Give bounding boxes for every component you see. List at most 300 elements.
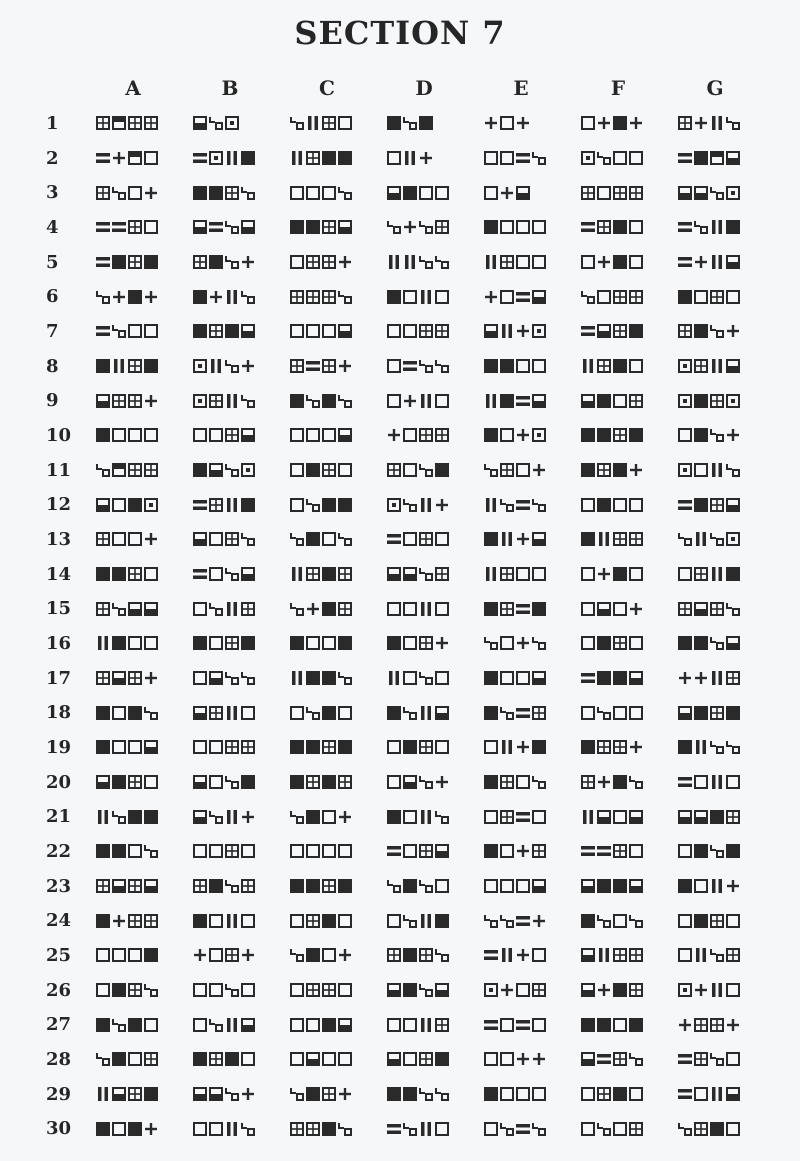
row-number: 12 [46, 494, 72, 516]
vertical-bars-icon [710, 255, 724, 269]
code-cell [290, 175, 387, 210]
bottom-bar-square-icon [403, 567, 417, 581]
quad-square-icon [306, 983, 320, 997]
equals-bars-icon [516, 810, 530, 824]
quad-square-icon [306, 775, 320, 789]
solid-square-icon [338, 636, 352, 650]
code-cell [387, 626, 484, 661]
empty-square-icon [290, 706, 304, 720]
symbol-sequence [387, 531, 484, 547]
empty-square-icon [322, 844, 336, 858]
code-cell [290, 695, 387, 730]
hook-square-icon [710, 740, 724, 754]
symbol-sequence [387, 393, 484, 409]
plus-sign-icon [597, 567, 611, 581]
empty-square-icon [516, 671, 530, 685]
bottom-bar-square-icon [144, 740, 158, 754]
quad-square-icon [128, 116, 142, 130]
table-row [40, 938, 775, 973]
symbol-sequence [678, 878, 775, 894]
symbol-sequence [581, 1086, 678, 1102]
symbol-sequence [290, 462, 387, 478]
dot-square-icon [387, 498, 401, 512]
empty-square-icon [532, 220, 546, 234]
bottom-bar-square-icon [112, 1087, 126, 1101]
code-cell [387, 175, 484, 210]
solid-square-icon [322, 498, 336, 512]
plus-sign-icon [403, 220, 417, 234]
symbol-sequence [290, 219, 387, 235]
dot-square-icon [532, 428, 546, 442]
symbol-sequence [96, 254, 193, 270]
symbol-sequence [678, 635, 775, 651]
empty-square-icon [112, 740, 126, 754]
solid-square-icon [484, 532, 498, 546]
empty-square-icon [144, 636, 158, 650]
empty-square-icon [629, 359, 643, 373]
dot-square-icon [225, 116, 239, 130]
symbol-sequence [581, 427, 678, 443]
table-row [40, 869, 775, 904]
symbol-sequence [96, 843, 193, 859]
quad-square-icon [387, 948, 401, 962]
code-cell [290, 141, 387, 176]
hook-square-icon [403, 706, 417, 720]
code-cell [290, 973, 387, 1008]
code-cell [581, 1111, 678, 1146]
empty-square-icon [694, 463, 708, 477]
code-cell [581, 626, 678, 661]
empty-square-icon [435, 532, 449, 546]
symbol-sequence [484, 254, 581, 270]
plus-sign-icon [241, 948, 255, 962]
symbol-sequence [96, 947, 193, 963]
empty-square-icon [629, 706, 643, 720]
empty-square-icon [516, 359, 530, 373]
hook-square-icon [209, 602, 223, 616]
symbol-sequence [193, 115, 290, 131]
code-cell [193, 383, 290, 418]
code-cell [581, 349, 678, 384]
solid-square-icon [241, 151, 255, 165]
quad-square-icon [629, 1122, 643, 1136]
empty-square-icon [403, 428, 417, 442]
bottom-bar-square-icon [241, 567, 255, 581]
code-cell [193, 1042, 290, 1077]
solid-square-icon [403, 879, 417, 893]
empty-square-icon [112, 1122, 126, 1136]
plus-sign-icon [484, 116, 498, 130]
quad-square-icon [193, 879, 207, 893]
equals-bars-icon [484, 948, 498, 962]
hook-square-icon [144, 983, 158, 997]
hook-square-icon [629, 1052, 643, 1066]
solid-square-icon [694, 914, 708, 928]
plus-sign-icon [629, 463, 643, 477]
symbol-sequence [290, 150, 387, 166]
empty-square-icon [581, 255, 595, 269]
row-number: 15 [46, 598, 72, 620]
symbol-sequence [581, 774, 678, 790]
table-row [40, 1042, 775, 1077]
equals-bars-icon [516, 914, 530, 928]
code-cell [290, 314, 387, 349]
symbol-sequence [387, 115, 484, 131]
solid-square-icon [678, 879, 692, 893]
symbol-sequence [96, 393, 193, 409]
hook-square-icon [678, 532, 692, 546]
code-cell [581, 383, 678, 418]
bottom-bar-square-icon [597, 810, 611, 824]
hook-square-icon [532, 775, 546, 789]
symbol-sequence [678, 462, 775, 478]
vertical-bars-icon [581, 359, 595, 373]
code-cell [484, 799, 581, 834]
code-cell [387, 903, 484, 938]
vertical-bars-icon [387, 255, 401, 269]
empty-square-icon [581, 706, 595, 720]
empty-square-icon [403, 1052, 417, 1066]
code-cell [290, 1007, 387, 1042]
solid-square-icon [322, 394, 336, 408]
code-cell [290, 453, 387, 488]
code-cell [387, 106, 484, 141]
empty-square-icon [338, 116, 352, 130]
code-cell [678, 210, 775, 245]
symbol-sequence [484, 1121, 581, 1137]
plus-sign-icon [241, 359, 255, 373]
empty-square-icon [500, 879, 514, 893]
code-cell [581, 418, 678, 453]
symbol-sequence [193, 670, 290, 686]
symbol-sequence [678, 947, 775, 963]
symbol-sequence [581, 913, 678, 929]
code-cell [290, 938, 387, 973]
empty-square-icon [678, 428, 692, 442]
code-cell [96, 799, 193, 834]
bottom-bar-square-icon [678, 810, 692, 824]
solid-square-icon [338, 151, 352, 165]
quad-square-icon [710, 602, 724, 616]
plus-sign-icon [516, 740, 530, 754]
hook-square-icon [710, 1052, 724, 1066]
empty-square-icon [209, 775, 223, 789]
equals-bars-icon [484, 1018, 498, 1032]
row-number: 1 [46, 112, 59, 134]
hook-square-icon [419, 879, 433, 893]
solid-square-icon [306, 463, 320, 477]
equals-bars-icon [678, 1087, 692, 1101]
quad-square-icon [128, 775, 142, 789]
symbol-sequence [387, 878, 484, 894]
hook-square-icon [419, 359, 433, 373]
bottom-bar-square-icon [581, 394, 595, 408]
symbol-sequence [484, 531, 581, 547]
column-label: B [221, 76, 239, 100]
empty-square-icon [500, 1087, 514, 1101]
plus-sign-icon [532, 914, 546, 928]
quad-square-icon [532, 844, 546, 858]
empty-square-icon [322, 532, 336, 546]
solid-square-icon [338, 498, 352, 512]
symbol-sequence [387, 462, 484, 478]
empty-square-icon [290, 1052, 304, 1066]
top-bar-square-icon [112, 463, 126, 477]
plus-sign-icon [306, 602, 320, 616]
code-cell [193, 210, 290, 245]
plus-sign-icon [597, 255, 611, 269]
hook-square-icon [678, 1122, 692, 1136]
symbol-sequence [290, 1121, 387, 1137]
symbol-sequence [387, 1017, 484, 1033]
hook-square-icon [726, 463, 740, 477]
plus-sign-icon [241, 1087, 255, 1101]
equals-bars-icon [678, 255, 692, 269]
plus-sign-icon [597, 116, 611, 130]
quad-square-icon [209, 498, 223, 512]
vertical-bars-icon [306, 116, 320, 130]
dot-square-icon [193, 359, 207, 373]
empty-square-icon [128, 740, 142, 754]
symbol-sequence [581, 739, 678, 755]
code-cell [484, 661, 581, 696]
solid-square-icon [484, 775, 498, 789]
empty-square-icon [128, 636, 142, 650]
plus-sign-icon [144, 532, 158, 546]
hook-square-icon [225, 463, 239, 477]
quad-square-icon [209, 324, 223, 338]
symbol-sequence [96, 913, 193, 929]
hook-square-icon [225, 255, 239, 269]
code-cell [290, 383, 387, 418]
empty-square-icon [581, 567, 595, 581]
empty-square-icon [726, 775, 740, 789]
empty-square-icon [322, 1052, 336, 1066]
symbol-sequence [678, 1121, 775, 1137]
code-cell [678, 383, 775, 418]
empty-square-icon [678, 567, 692, 581]
symbol-sequence [193, 913, 290, 929]
symbol-sequence [290, 497, 387, 513]
empty-square-icon [290, 498, 304, 512]
bottom-bar-square-icon [726, 255, 740, 269]
plus-sign-icon [516, 948, 530, 962]
hook-square-icon [338, 290, 352, 304]
section-title: SECTION 7 [294, 14, 506, 52]
dot-square-icon [193, 394, 207, 408]
row-number: 10 [46, 424, 72, 446]
quad-square-icon [209, 1052, 223, 1066]
equals-bars-icon [678, 1052, 692, 1066]
bottom-bar-square-icon [144, 602, 158, 616]
empty-square-icon [306, 1018, 320, 1032]
empty-square-icon [209, 914, 223, 928]
code-cell [581, 210, 678, 245]
hook-square-icon [484, 463, 498, 477]
solid-square-icon [694, 324, 708, 338]
code-cell [193, 834, 290, 869]
solid-square-icon [726, 220, 740, 234]
empty-square-icon [322, 186, 336, 200]
code-cell [193, 175, 290, 210]
symbol-sequence [387, 1051, 484, 1067]
solid-square-icon [419, 116, 433, 130]
empty-square-icon [338, 706, 352, 720]
symbol-sequence [96, 150, 193, 166]
quad-square-icon [613, 1052, 627, 1066]
hook-square-icon [225, 775, 239, 789]
symbol-sequence [678, 497, 775, 513]
code-cell [96, 695, 193, 730]
empty-square-icon [694, 775, 708, 789]
symbol-sequence [678, 531, 775, 547]
vertical-bars-icon [209, 359, 223, 373]
hook-square-icon [225, 1087, 239, 1101]
vertical-bars-icon [419, 498, 433, 512]
empty-square-icon [193, 1122, 207, 1136]
symbol-sequence [290, 982, 387, 998]
empty-square-icon [144, 567, 158, 581]
quad-square-icon [322, 463, 336, 477]
bottom-bar-square-icon [629, 671, 643, 685]
bottom-bar-square-icon [435, 983, 449, 997]
empty-square-icon [96, 983, 110, 997]
code-cell [581, 279, 678, 314]
hook-square-icon [225, 671, 239, 685]
dot-square-icon [484, 983, 498, 997]
row-number: 21 [46, 806, 72, 828]
vertical-bars-icon [225, 394, 239, 408]
vertical-bars-icon [112, 359, 126, 373]
quad-square-icon [322, 740, 336, 754]
solid-square-icon [678, 290, 692, 304]
table-row [40, 799, 775, 834]
symbol-sequence [581, 497, 678, 513]
quad-square-icon [96, 602, 110, 616]
dot-square-icon [726, 186, 740, 200]
quad-square-icon [322, 255, 336, 269]
empty-square-icon [613, 394, 627, 408]
solid-square-icon [128, 1018, 142, 1032]
empty-square-icon [484, 1122, 498, 1136]
solid-square-icon [613, 116, 627, 130]
symbol-sequence [484, 843, 581, 859]
symbol-sequence [96, 497, 193, 513]
solid-square-icon [694, 428, 708, 442]
equals-bars-icon [193, 567, 207, 581]
quad-square-icon [419, 948, 433, 962]
hook-square-icon [403, 498, 417, 512]
symbol-sequence [678, 913, 775, 929]
symbol-sequence [678, 289, 775, 305]
solid-square-icon [484, 844, 498, 858]
hook-square-icon [419, 463, 433, 477]
hook-square-icon [532, 498, 546, 512]
hook-square-icon [484, 636, 498, 650]
code-cell [290, 730, 387, 765]
empty-square-icon [322, 810, 336, 824]
symbol-sequence [96, 739, 193, 755]
solid-square-icon [613, 255, 627, 269]
solid-square-icon [112, 636, 126, 650]
symbol-sequence [290, 843, 387, 859]
dot-square-icon [532, 324, 546, 338]
empty-square-icon [387, 914, 401, 928]
code-cell [193, 903, 290, 938]
symbol-sequence [678, 739, 775, 755]
hook-square-icon [435, 948, 449, 962]
plus-sign-icon [516, 116, 530, 130]
empty-square-icon [338, 1052, 352, 1066]
bottom-bar-square-icon [144, 879, 158, 893]
code-cell [678, 1042, 775, 1077]
hook-square-icon [419, 775, 433, 789]
solid-square-icon [322, 1122, 336, 1136]
bottom-bar-square-icon [435, 844, 449, 858]
symbol-sequence [193, 809, 290, 825]
vertical-bars-icon [419, 810, 433, 824]
empty-square-icon [306, 324, 320, 338]
top-bar-square-icon [710, 151, 724, 165]
code-cell [387, 938, 484, 973]
bottom-bar-square-icon [387, 1052, 401, 1066]
empty-square-icon [435, 602, 449, 616]
solid-square-icon [581, 1018, 595, 1032]
hook-square-icon [726, 602, 740, 616]
solid-square-icon [144, 1087, 158, 1101]
quad-square-icon [144, 1052, 158, 1066]
hook-square-icon [338, 1122, 352, 1136]
solid-square-icon [597, 428, 611, 442]
dot-square-icon [144, 498, 158, 512]
bottom-bar-square-icon [387, 186, 401, 200]
symbol-sequence [193, 774, 290, 790]
hook-square-icon [419, 567, 433, 581]
code-cell [581, 591, 678, 626]
quad-square-icon [306, 290, 320, 304]
code-cell [484, 903, 581, 938]
quad-square-icon [128, 879, 142, 893]
code-cell [290, 106, 387, 141]
hook-square-icon [387, 220, 401, 234]
plus-sign-icon [516, 1052, 530, 1066]
code-cell [581, 869, 678, 904]
plus-sign-icon [338, 1087, 352, 1101]
empty-square-icon [613, 1018, 627, 1032]
hook-square-icon [290, 532, 304, 546]
bottom-bar-square-icon [193, 706, 207, 720]
solid-square-icon [726, 567, 740, 581]
empty-square-icon [484, 879, 498, 893]
symbol-sequence [484, 705, 581, 721]
symbol-sequence [290, 323, 387, 339]
solid-square-icon [597, 636, 611, 650]
code-cell [678, 1111, 775, 1146]
empty-square-icon [484, 186, 498, 200]
column-header-row [40, 70, 775, 106]
solid-square-icon [694, 706, 708, 720]
code-cell [290, 557, 387, 592]
empty-square-icon [322, 948, 336, 962]
symbol-sequence [581, 670, 678, 686]
empty-square-icon [629, 636, 643, 650]
hook-square-icon [435, 810, 449, 824]
quad-square-icon [613, 532, 627, 546]
solid-square-icon [112, 1052, 126, 1066]
symbol-sequence [290, 947, 387, 963]
symbol-sequence [193, 635, 290, 651]
solid-square-icon [403, 983, 417, 997]
